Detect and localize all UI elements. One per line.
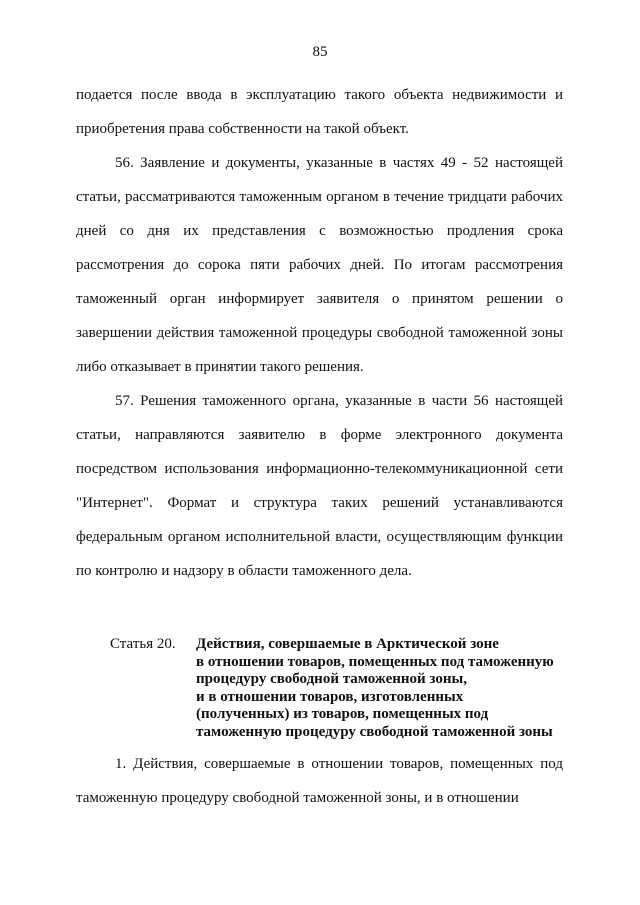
page-number: 85 xyxy=(312,44,328,60)
article-title-line: и в отношении товаров, изготовленных xyxy=(196,688,464,705)
article-title-line: (полученных) из товаров, помещенных под xyxy=(196,706,489,722)
article-title xyxy=(196,636,576,741)
paragraph-56 xyxy=(76,146,563,384)
article-title-line: таможенную процедуру свободной таможенной зоны xyxy=(196,723,553,740)
article-label: Статья 20. xyxy=(110,636,176,652)
paragraph-continuation xyxy=(76,78,563,146)
article-20-paragraph-1 xyxy=(76,747,563,815)
article-title-line: в отношении товаров, помещенных под таможенную xyxy=(196,653,554,670)
paragraph-text: 1. Действия, совершаемые в отношении товаров, помещенных под таможенную процедуру свободной таможенной зоны, и в отношении xyxy=(76,756,563,806)
paragraph-text: 57. Решения таможенного органа, указанные в части 56 настоящей статьи, направляются заявителю в форме электронного документа посредством использования информационно-телекоммуникационной сети "Интернет". Формат и структура таких решений устанавливаются федеральным органом исполнительной власти, осуществляющим функции по контролю и надзору в области таможенного дела. xyxy=(76,393,563,579)
paragraph-57 xyxy=(76,384,563,588)
article-title-line: Действия, совершаемые в Арктической зоне xyxy=(196,636,499,652)
paragraph-text: подается после ввода в эксплуатацию такого объекта недвижимости и приобретения права собственности на такой объект. xyxy=(76,87,563,137)
paragraph-text: 56. Заявление и документы, указанные в частях 49 - 52 настоящей статьи, рассматриваются таможенным органом в течение тридцати рабочих дней со дня их представления с возможностью продления срока рассмотрения до сорока пяти рабочих дней. По итогам рассмотрения таможенный орган информирует заявителя о принятом решении о завершении действия таможенной процедуры свободной таможенной зоны либо отказывает в принятии такого решения. xyxy=(76,155,563,375)
article-title-line: процедуру свободной таможенной зоны, xyxy=(196,671,467,687)
